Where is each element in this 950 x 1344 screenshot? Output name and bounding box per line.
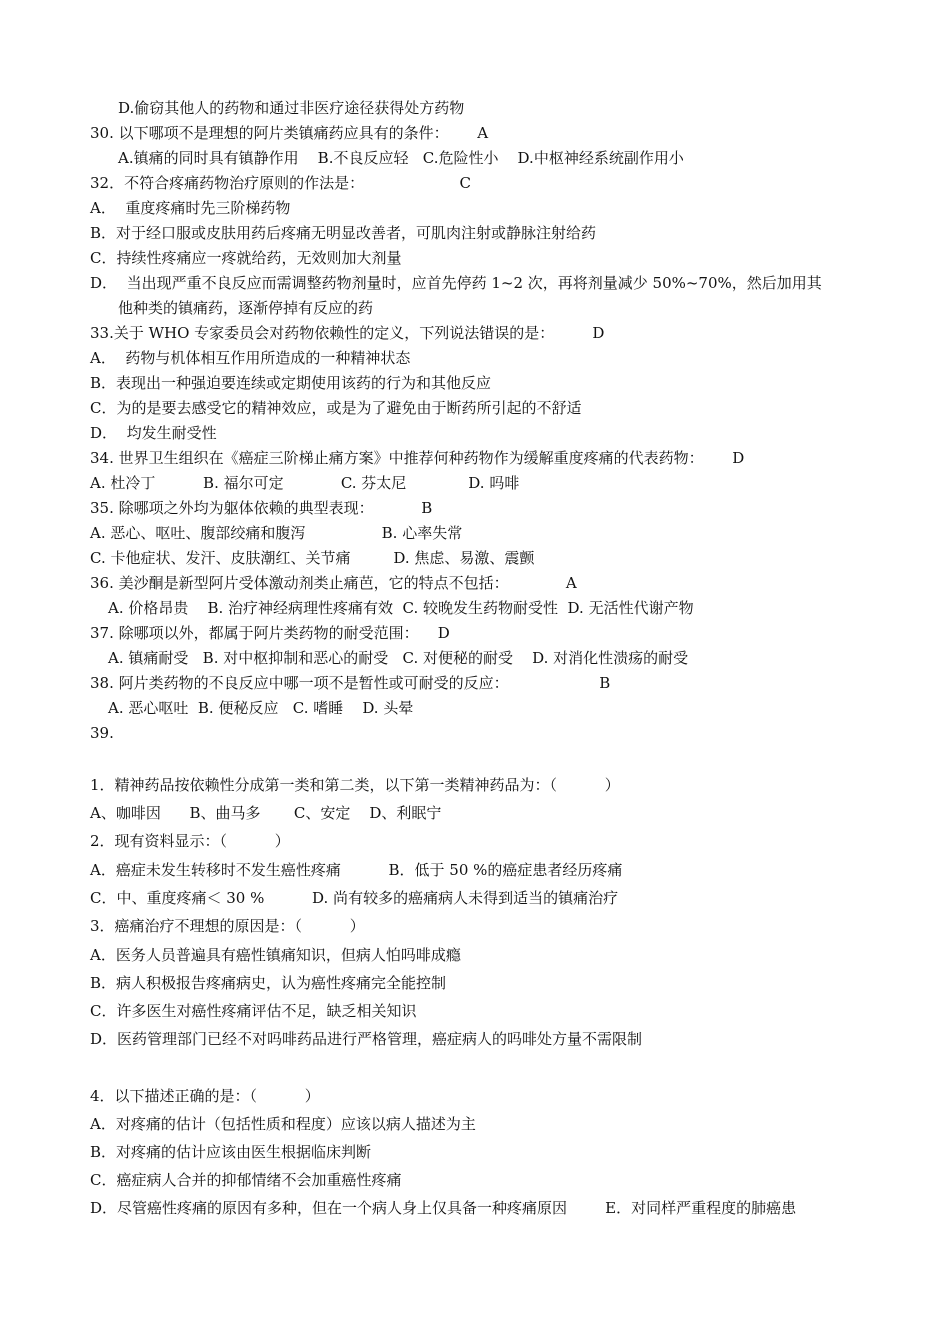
q33-option-a: A． 药物与机体相互作用所造成的一种精神状态	[90, 349, 411, 367]
q35-options-ab: A. 恶心、呕吐、腹部绞痛和腹泻 B. 心率失常	[90, 524, 463, 542]
s2-q2-options-cd: C．中、重度疼痛＜ 30 % D. 尚有较多的癌痛病人未得到适当的镇痛治疗	[90, 889, 619, 907]
q33-option-d: D． 均发生耐受性	[90, 424, 217, 442]
s2-q1-options: A、咖啡因 B、曲马多 C、安定 D、利眠宁	[90, 804, 442, 822]
q32-option-d-cont: 他种类的镇痛药，逐渐停掉有反应的药	[118, 299, 374, 317]
q32-option-c: C．持续性疼痛应一疼就给药，无效则加大剂量	[90, 249, 402, 267]
question-39: 39.	[90, 724, 114, 742]
q30-options: A.镇痛的同时具有镇静作用 B.不良反应轻 C.危险性小 D.中枢神经系统副作用小	[118, 149, 684, 167]
section2-question-1: 1．精神药品按依赖性分成第一类和第二类，以下第一类精神药品为：（ ）	[90, 776, 620, 794]
q35-options-cd: C. 卡他症状、发汗、皮肤潮红、关节痛 D. 焦虑、易激、震颤	[90, 549, 535, 567]
question-36: 36. 美沙酮是新型阿片受体激动剂类止痛芭，它的特点不包括： A	[90, 574, 577, 592]
q33-option-c: C．为的是要去感受它的精神效应，或是为了避免由于断药所引起的不舒适	[90, 399, 582, 417]
section2-question-2: 2．现有资料显示：（ ）	[90, 832, 290, 850]
question-32: 32．不符合疼痛药物治疗原则的作法是： C	[90, 174, 471, 192]
question-30: 30. 以下哪项不是理想的阿片类镇痛药应具有的条件： A	[90, 124, 489, 142]
s2-q4-option-b: B．对疼痛的估计应该由医生根据临床判断	[90, 1143, 372, 1161]
s2-q3-option-a: A．医务人员普遍具有癌性镇痛知识，但病人怕吗啡成瘾	[90, 946, 461, 964]
s2-q3-option-b: B．病人积极报告疼痛病史，认为癌性疼痛完全能控制	[90, 974, 447, 992]
question-38: 38. 阿片类药物的不良反应中哪一项不是暂性或可耐受的反应： B	[90, 674, 611, 692]
question-37: 37. 除哪项以外，都属于阿片类药物的耐受范围： D	[90, 624, 450, 642]
s2-q3-option-d: D．医药管理部门已经不对吗啡药品进行严格管理，癌症病人的吗啡处方量不需限制	[90, 1030, 643, 1048]
q32-option-d: D． 当出现严重不良反应而需调整药物剂量时，应首先停药 1~2 次，再将剂量减少 50%~70%，然后加用其	[90, 274, 822, 292]
question-34: 34. 世界卫生组织在《癌症三阶梯止痛方案》中推荐何种药物作为缓解重度疼痛的代表药物： D	[90, 449, 745, 467]
section2-question-4: 4．以下描述正确的是：（ ）	[90, 1087, 320, 1105]
s2-q2-options-ab: A．癌症未发生转移时不发生癌性疼痛 B．低于 50 %的癌症患者经历疼痛	[90, 861, 623, 879]
q37-options: A. 镇痛耐受 B. 对中枢抑制和恶心的耐受 C. 对便秘的耐受 D. 对消化性溃疡的耐受	[108, 649, 689, 667]
s2-q3-option-c: C．许多医生对癌性疼痛评估不足，缺乏相关知识	[90, 1002, 417, 1020]
q36-options: A. 价格昂贵 B. 治疗神经病理性疼痛有效 C. 较晚发生药物耐受性 D. 无活性代谢产物	[108, 599, 694, 617]
q34-options: A. 杜冷丁 B. 福尔可定 C. 芬太尼 D. 吗啡	[90, 474, 520, 492]
question-33: 33.关于 WHO 专家委员会对药物依赖性的定义，下列说法错误的是： D	[90, 324, 605, 342]
q32-option-a: A． 重度疼痛时先三阶梯药物	[90, 199, 291, 217]
question-35: 35. 除哪项之外均为躯体依赖的典型表现： B	[90, 499, 433, 517]
q29-option-d: D.偷窃其他人的药物和通过非医疗途径获得处方药物	[118, 99, 465, 117]
section2-question-3: 3．癌痛治疗不理想的原因是：（ ）	[90, 917, 365, 935]
q38-options: A. 恶心呕吐 B. 便秘反应 C. 嗜睡 D. 头晕	[108, 699, 414, 717]
s2-q4-option-a: A．对疼痛的估计（包括性质和程度）应该以病人描述为主	[90, 1115, 476, 1133]
q32-option-b: B．对于经口服或皮肤用药后疼痛无明显改善者，可肌肉注射或静脉注射给药	[90, 224, 597, 242]
s2-q4-option-c: C．癌症病人合并的抑郁情绪不会加重癌性疼痛	[90, 1171, 402, 1189]
s2-q4-option-d: D．尽管癌性疼痛的原因有多种，但在一个病人身上仅具备一种疼痛原因 E．对同样严重程度的肺癌患	[90, 1199, 797, 1217]
q33-option-b: B．表现出一种强迫要连续或定期使用该药的行为和其他反应	[90, 374, 492, 392]
